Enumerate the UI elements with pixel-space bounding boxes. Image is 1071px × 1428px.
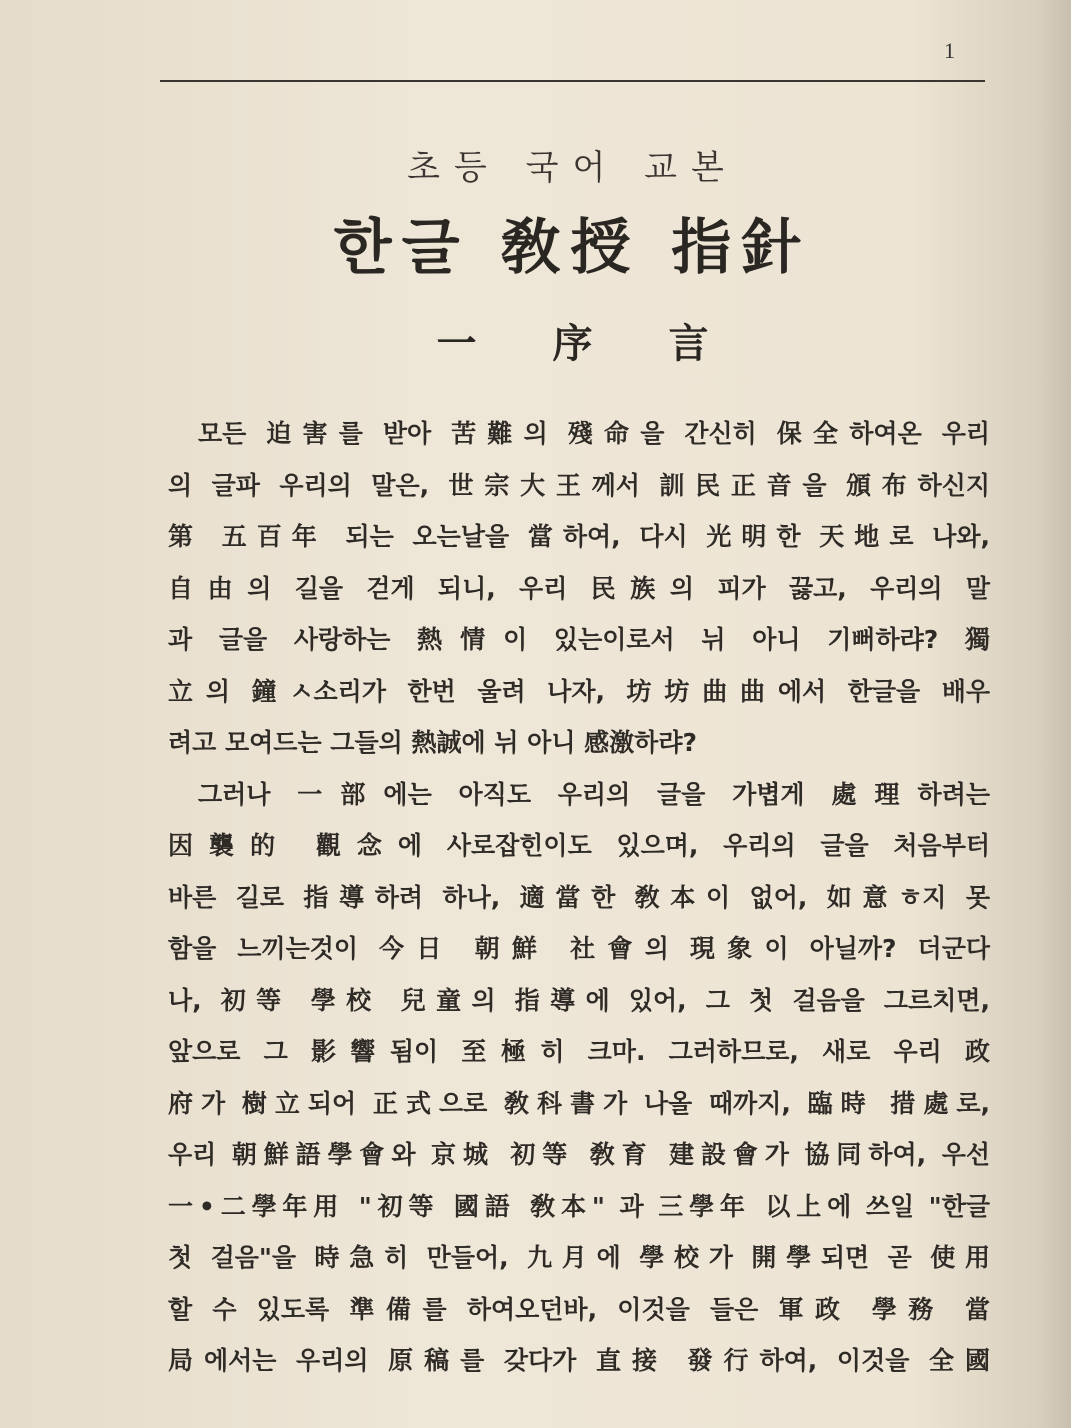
- text-line: 그러나 一部에는 아직도 우리의 글을 가볍게 處理하려는: [198, 779, 990, 809]
- body-text: [168, 408, 990, 1387]
- text-line: 府가 樹立되어 正式으로 敎科書가 나올 때까지, 臨時 措處로,: [168, 1088, 990, 1118]
- section-char-1: 序: [552, 321, 593, 367]
- text-line: 自由의 길을 걷게 되니, 우리 民族의 피가 끓고, 우리의 말: [168, 573, 990, 603]
- text-line: 우리 朝鮮語學會와 京城 初等 敎育 建設會가 協同하여, 우선: [168, 1140, 990, 1169]
- text-line: 함을 느끼는것이 今日 朝鮮 社會의 現象이 아닐까? 더군다: [168, 934, 990, 963]
- text-line: 앞으로 그 影響됨이 至極히 크마. 그러하므로, 새로 우리 政: [168, 1037, 990, 1066]
- section-char-2: 言: [668, 321, 709, 367]
- section-heading: [160, 312, 985, 369]
- text-line: 의 글파 우리의 말은, 世宗大王께서 訓民正音을 頒布하신지: [168, 470, 990, 500]
- section-numeral: 一: [436, 321, 477, 367]
- text-line: 나, 初等 學校 兒童의 指導에 있어, 그 첫 걸음을 그르치면,: [168, 985, 990, 1015]
- page-number: 1: [944, 38, 955, 63]
- text-line: 모든 迫害를 받아 苦難의 殘命을 간신히 保全하여온 우리: [198, 419, 990, 448]
- text-line: 局에서는 우리의 原稿를 갖다가 直接 發行하여, 이것을 全國: [168, 1346, 990, 1375]
- text-line: 려고 모여드는 그들의 熱誠에 뉘 아니 感激하랴?: [168, 728, 697, 757]
- page-title: 한글 敎授 指針: [333, 213, 812, 283]
- text-line: 할 수 있도록 準備를 하여오던바, 이것을 들은 軍政 學務 當: [168, 1294, 990, 1324]
- text-line: 첫 걸음"을 時急히 만들어, 九月에 學校가 開學되면 곧 使用: [168, 1243, 990, 1272]
- text-line: 과 글을 사랑하는 熱情이 있는이로서 뉘 아니 기뻐하랴? 獨: [168, 625, 990, 654]
- subtitle: 초등 국어 교본: [407, 148, 738, 188]
- text-line: 因襲的 觀念에 사로잡힌이도 있으며, 우리의 글을 처음부터: [168, 831, 990, 860]
- text-line: 一•二學年用 "初等 國語 敎本" 과 三學年 以上에 쓰일 "한글: [168, 1191, 990, 1221]
- text-line: 第 五百年 되는 오는날을 當하여, 다시 光明한 天地로 나와,: [168, 522, 990, 551]
- header-rule: [160, 80, 985, 82]
- text-line: 立의 鐘ㅅ소리가 한번 울려 나자, 坊坊曲曲에서 한글을 배우: [168, 676, 990, 706]
- text-line: 바른 길로 指導하려 하나, 適當한 敎本이 없어, 如意ㅎ지 못: [168, 882, 990, 912]
